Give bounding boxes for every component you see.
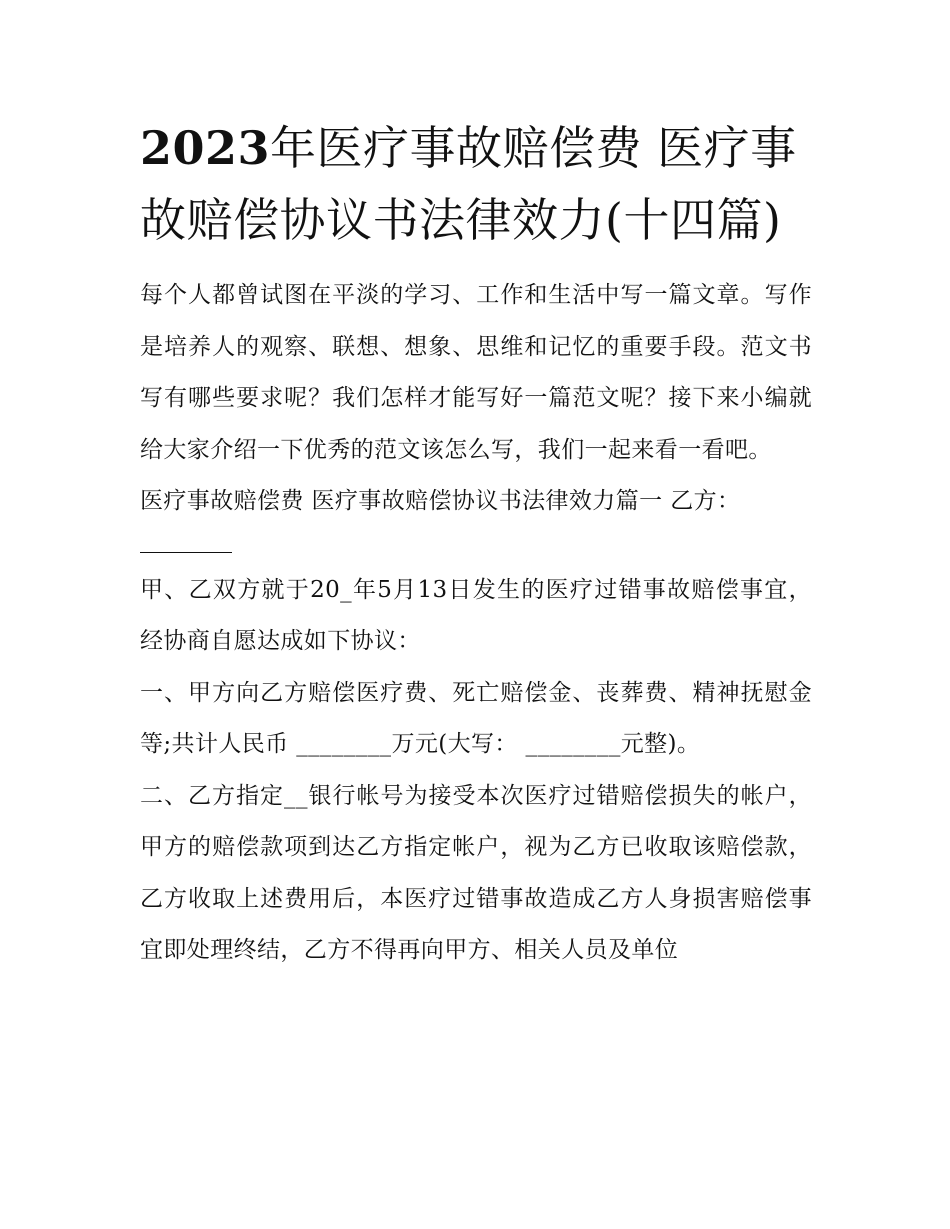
title-year: 2023 <box>140 121 271 175</box>
blank-underline <box>140 528 812 565</box>
section-heading-paragraph: 医疗事故赔偿费 医疗事故赔偿协议书法律效力篇一 乙方： <box>140 488 741 514</box>
document-title <box>140 112 812 256</box>
agreement-paragraph: 甲、乙双方就于20_年5月13日发生的医疗过错事故赔偿事宜，经协商自愿达成如下协议： <box>140 576 812 654</box>
title-text: 年医疗事故赔偿费 医疗事故赔偿协议书法律效力(十四篇) <box>140 121 797 247</box>
clause-two-paragraph: 二、乙方指定__银行帐号为接受本次医疗过错赔偿损失的帐户，甲方的赔偿款项到达乙方指定帐户，视为乙方已收取该赔偿款，乙方收取上述费用后，本医疗过错事故造成乙方人身损害赔偿事宜即处理终结，乙方不得再向甲方、相关人员及单位 <box>140 782 812 963</box>
underline-rule <box>140 552 232 553</box>
document-body <box>140 270 812 977</box>
clause-one-paragraph: 一、甲方向乙方赔偿医疗费、死亡赔偿金、丧葬费、精神抚慰金等;共计人民币 ________万元(大写： ________元整)。 <box>140 679 812 757</box>
document-page <box>140 112 812 977</box>
intro-paragraph: 每个人都曾试图在平淡的学习、工作和生活中写一篇文章。写作是培养人的观察、联想、想象、思维和记忆的重要手段。范文书写有哪些要求呢？我们怎样才能写好一篇范文呢？接下来小编就给大家介绍一下优秀的范文该怎么写，我们一起来看一看吧。 <box>140 282 812 463</box>
